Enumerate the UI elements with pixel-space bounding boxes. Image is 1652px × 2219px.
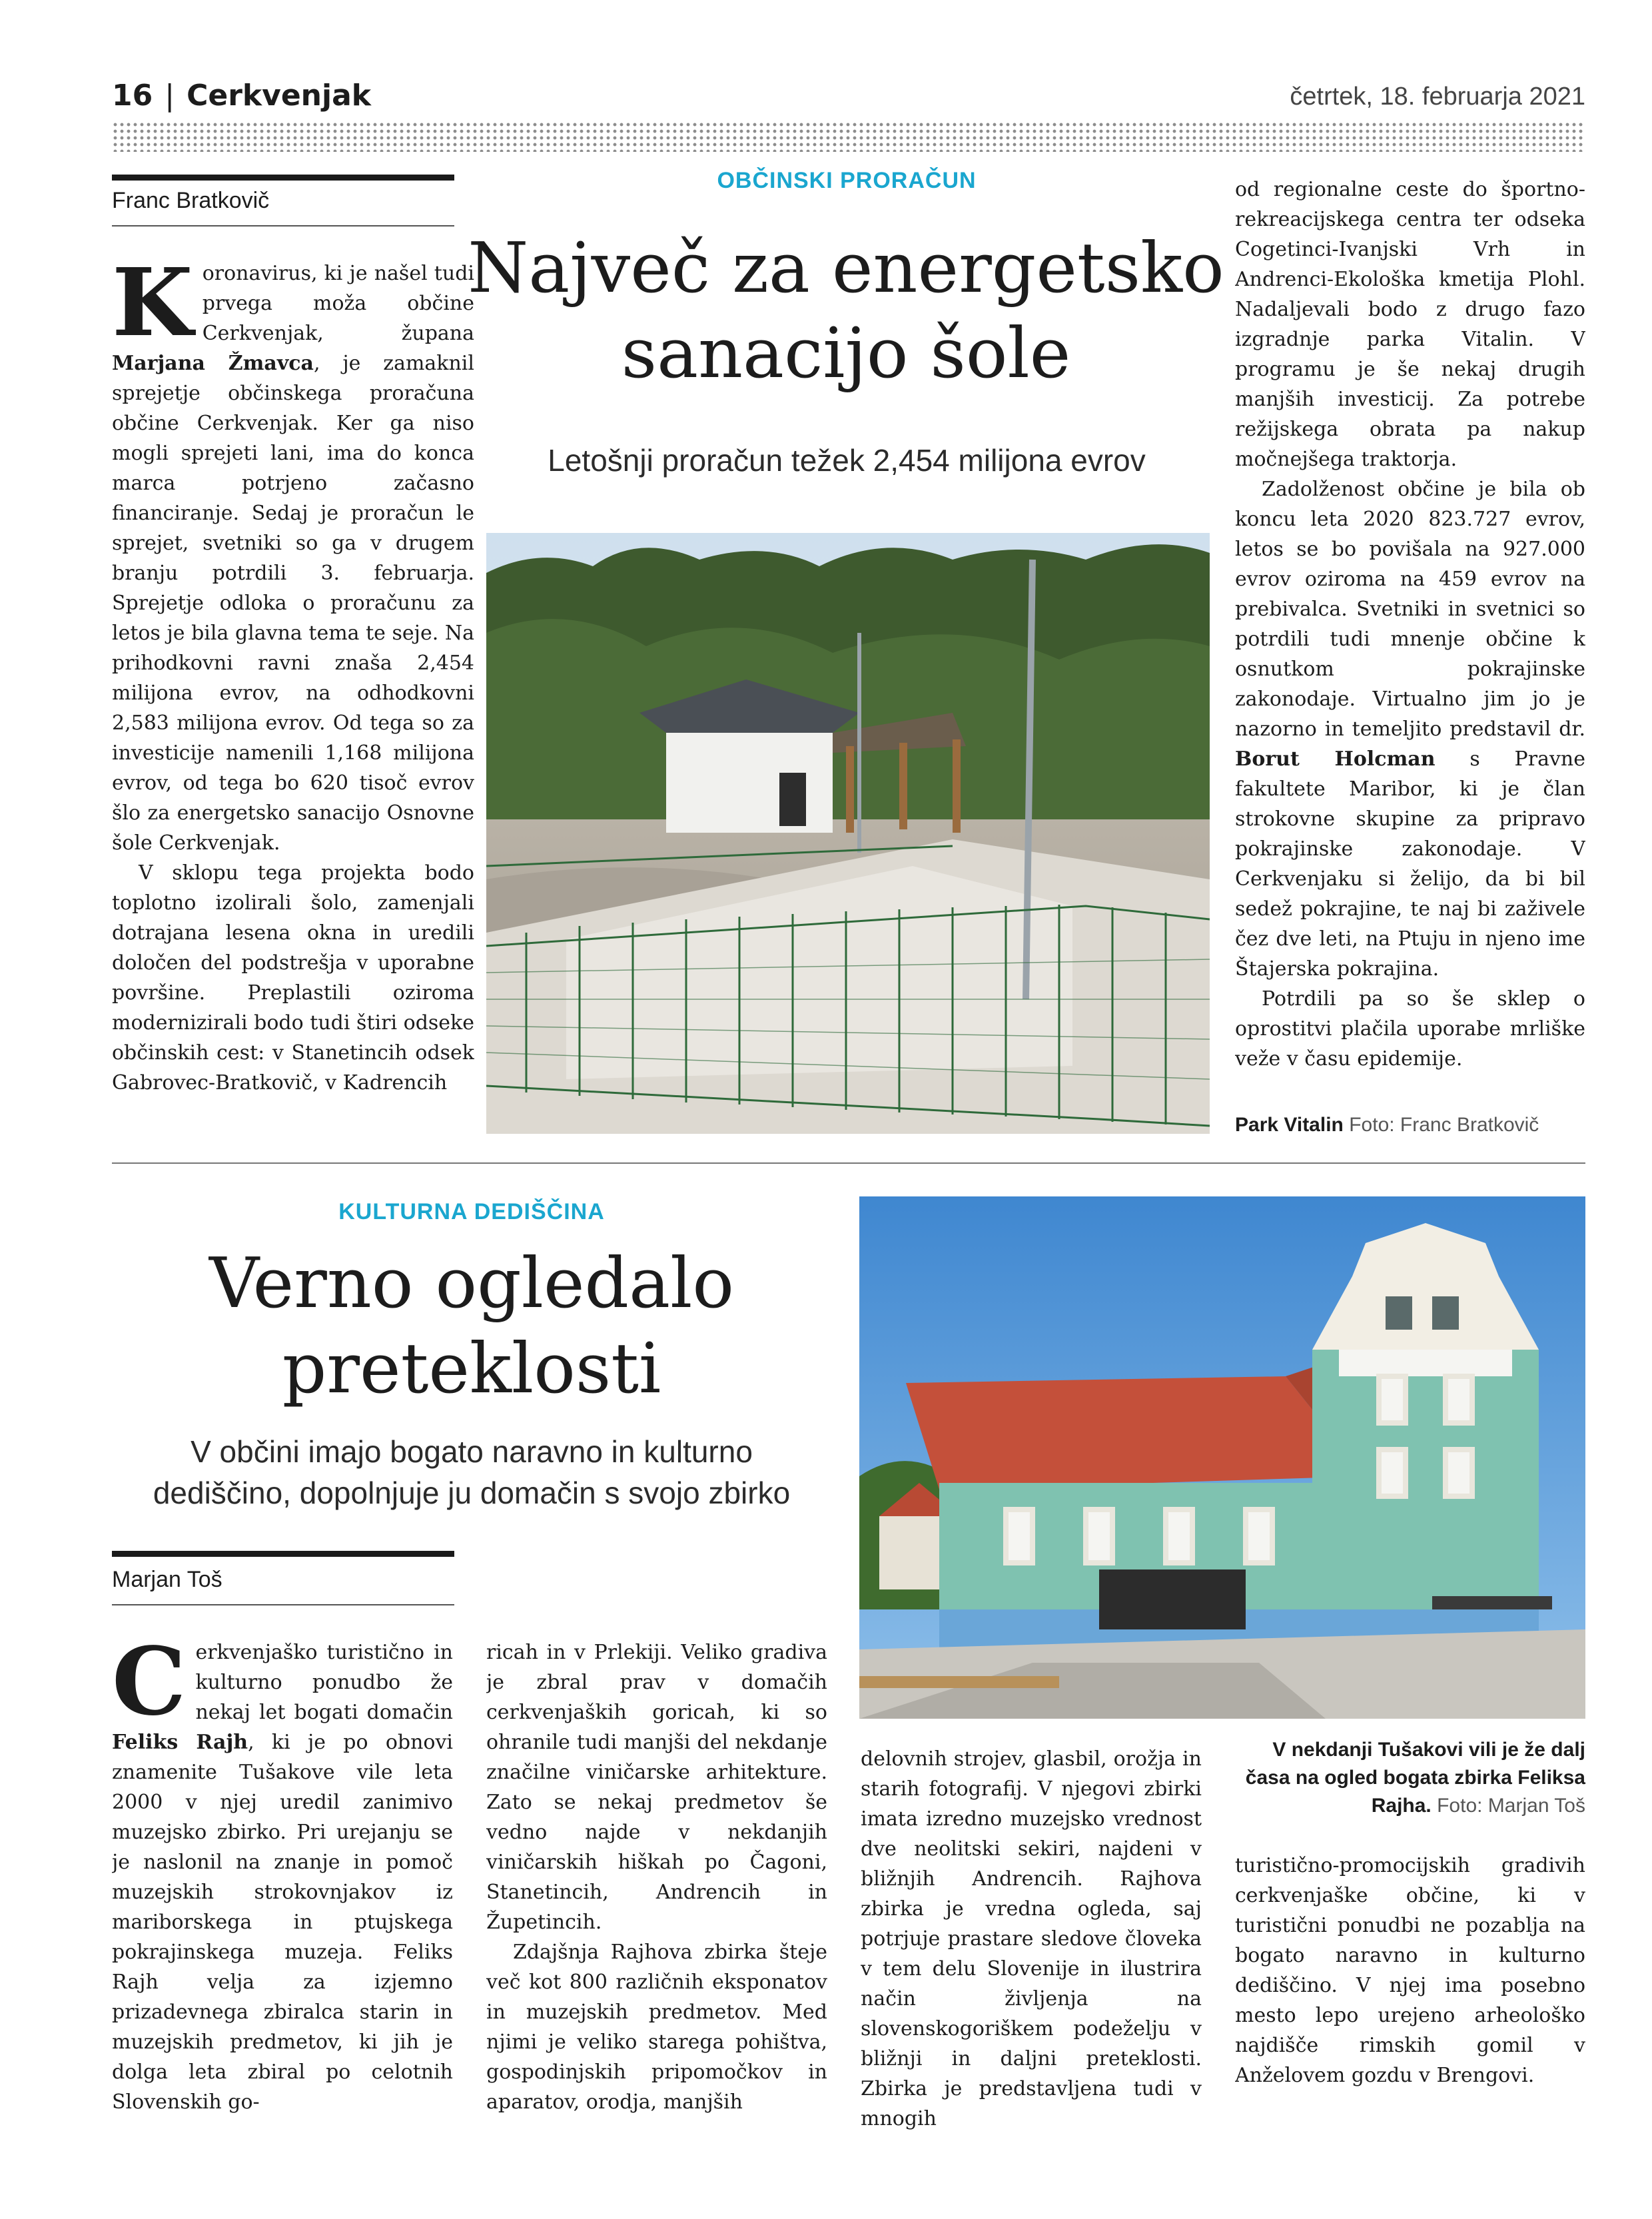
article1-kicker: OBČINSKI PRORAČUN (717, 168, 977, 193)
header-separator: | (165, 79, 175, 113)
article1-headline-line1: Največ za energetsko (468, 227, 1224, 308)
article1-column-3 (1235, 175, 1585, 1087)
article2-caption (1235, 1736, 1585, 1820)
article2-deck (112, 1431, 831, 1514)
article2-deck-line1: V občini imajo bogato naravno in kulturno (191, 1434, 753, 1469)
article2-kicker: KULTURNA DEDIŠČINA (338, 1199, 605, 1224)
article2-paragraph-1 (112, 1637, 453, 2117)
article2-caption-credit: Foto: Marjan Toš (1437, 1795, 1585, 1817)
section-divider (112, 1162, 1585, 1164)
article1-p1-end: , je zamaknil sprejetje občinskega proračuna občine Cerkvenjak. Ker ga niso mogli sprejeti lani, ima do konca marca potrjeno začasno financiranje. Sedaj je proračun le sprejet, svetniki so ga v drugem branju potrdili 3. februarja. Sprejetje odloka o proračunu za letos je bila glavna tema te seje. Na prihodkovni ravni znaša 2,454 milijona evrov, na odhodkovni 2,583 milijona evrov. Od tega so za investicije namenili 1,168 milijona evrov, od tega bo 620 tisoč evrov šlo za energetsko sanacijo Osnovne šole Cerkvenjak. (112, 352, 474, 855)
article2-author: Marjan Toš (112, 1567, 222, 1592)
article1-paragraph-4 (1235, 474, 1585, 984)
article1-dropcap: K (112, 258, 193, 358)
article2-column-3 (861, 1744, 1202, 2184)
section-name: Cerkvenjak (187, 79, 372, 113)
article2-headline-line1: Verno ogledalo (209, 1242, 734, 1324)
article2-column-1 (112, 1637, 453, 2184)
article2-p1-end: , ki je po obnovi znamenite Tušakove vile leta 2000 v njej uredil zanimivo muzejsko zbirko. Pri urejanju se je naslonil na znanje in pomoč muzejskih strokovnjakov iz mariborskega in ptujskega pokrajinskega muzeja. Feliks Rajh velja za izjemno prizadevnega zbiralca starin in muzejskih predmetov, ki jih je dolga leta zbiral po celotnih Slovenskih go- (112, 1731, 453, 2114)
article1-paragraph-3: od regionalne ceste do športno-rekreacijskega centra ter odseka Cogetinci-Ivanjski Vrh in Andrenci-Ekološka kmetija Plohl. Nadaljevali bodo z drugo fazo izgradnje parka Vitalin. V programu je še nekaj drugih manjših investicij. Za potrebe režijskega obrata pa nakup močnejšega traktorja. (1235, 178, 1585, 471)
article2-column-2 (486, 1637, 827, 2184)
mayor-name: Marjana Žmavca (112, 352, 314, 375)
article1-paragraph-1 (112, 258, 474, 858)
article1-column-1 (112, 258, 474, 1139)
article2-p1-start: erkvenjaško turistično in kulturno ponudbo že nekaj let bogati domačin (195, 1641, 453, 1724)
article1-p4-start: Zadolženost občine je bila ob koncu leta 2020 823.727 evrov, letos se bo povišala na 927.000 evrov oziroma na 459 evrov na prebivalca. Svetniki in svetnici so potrdili tudi mnenje občine k osnutkom pokrajinske zakonodaje. Virtualno jim jo je nazorno in temeljito predstavil dr. (1235, 478, 1585, 741)
article1-caption (1235, 1111, 1585, 1139)
article2-deck-line2: dediščino, dopolnjuje ju domačin s svojo zbirko (153, 1476, 791, 1510)
park-vitalin-photo (486, 533, 1210, 1134)
article1-p1-start: oronavirus, ki je našel tudi prvega moža občine Cerkvenjak, župana (202, 262, 474, 345)
article1-caption-title: Park Vitalin (1235, 1114, 1344, 1136)
article2-byline-rule (112, 1604, 454, 1605)
article2-byline-bar (112, 1551, 454, 1557)
article1-headline (460, 225, 1232, 396)
article2-headline (112, 1240, 831, 1411)
expert-name: Borut Holcman (1235, 747, 1436, 771)
article2-dropcap: C (112, 1637, 187, 1737)
collector-name: Feliks Rajh (112, 1731, 248, 1754)
byline-rule (112, 225, 454, 226)
article2-column-4 (1235, 1851, 1585, 2184)
article2-paragraph-3: delovnih strojev, glasbil, orožja in starih fotografij. V njegovi zbirki imata izredno muzejsko vrednost dve neolitski sekiri, najdeni v bližnjih Andrencih. Rajhova zbirka je vredna ogleda, saj potrjuje prastare sledove človeka v tem delu Slovenije in ilustrira način življenja na slovenskogoriškem podeželju v bližnji in daljni preteklosti. Zbirka je predstavljena tudi v mnogih (861, 1747, 1202, 2130)
article2-paragraph-2: Zdajšnja Rajhova zbirka šteje več kot 800 različnih eksponatov in muzejskih predmetov. Med njimi je veliko starega pohištva, gospodinjskih pripomočkov in aparatov, orodja, manjših (486, 1941, 827, 2114)
page-header-left (112, 79, 371, 113)
tusakova-vila-photo (859, 1196, 1585, 1719)
publication-date: četrtek, 18. februarja 2021 (1290, 83, 1585, 111)
article2-caption-title: V nekdanji Tušakovi vili je že dalj časa na ogled bogata zbirka Feliksa Rajha. (1245, 1739, 1585, 1817)
article1-caption-credit: Foto: Franc Bratkovič (1349, 1114, 1539, 1136)
article1-author: Franc Bratkovič (112, 188, 270, 213)
article2-paragraph-1-cont: ricah in v Prlekiji. Veliko gradiva je zbral prav v domačih cerkvenjaških goricah, ki so ohranile tudi manjši del nekdanje značilne viničarske arhitekture. Zato se nekaj predmetov še vedno najde v nekdanjih viničarskih hiškah po Čagoni, Stanetincih, Andrencih in Župetincih. (486, 1641, 827, 1934)
byline-bar (112, 175, 454, 181)
article1-deck: Letošnji proračun težek 2,454 milijona evrov (548, 443, 1146, 478)
article1-paragraph-2: V sklopu tega projekta bodo toplotno izolirali šolo, zamenjali dotrajana lesena okna in uredili določen del podstrešja v uporabne površine. Preplastili oziroma modernizirali bodo tudi štiri odseke občinskih cest: v Stanetincih odsek Gabrovec-Bratkovič, v Kadrencih (112, 861, 474, 1095)
article1-headline-line2: sanacijo šole (621, 312, 1071, 394)
article1-p4-end: s Pravne fakultete Maribor, ki je član strokovne skupine za pripravo pokrajinske zakonodaje. V Cerkvenjaku si želijo, da bi bil sedež pokrajine, te naj bi zaživele čez dve leti, na Ptuju in njeno ime Štajerska pokrajina. (1235, 747, 1585, 981)
header-dotted-rule (112, 121, 1585, 152)
article2-headline-line2: preteklosti (282, 1328, 661, 1409)
article1-paragraph-5: Potrdili pa so še sklep o oprostitvi plačila uporabe mrliške veže v času epidemije. (1235, 987, 1585, 1071)
article2-paragraph-4: turistično-promocijskih gradivih cerkvenjaške občine, ki v turistični ponudbi ne pozablja na bogato naravno in kulturno dediščino. V njej ima posebno mesto lepo urejeno arheološko najdišče rimskih gomil v Anželovem gozdu v Brengovi. (1235, 1854, 1585, 2087)
page-number: 16 (112, 79, 153, 113)
